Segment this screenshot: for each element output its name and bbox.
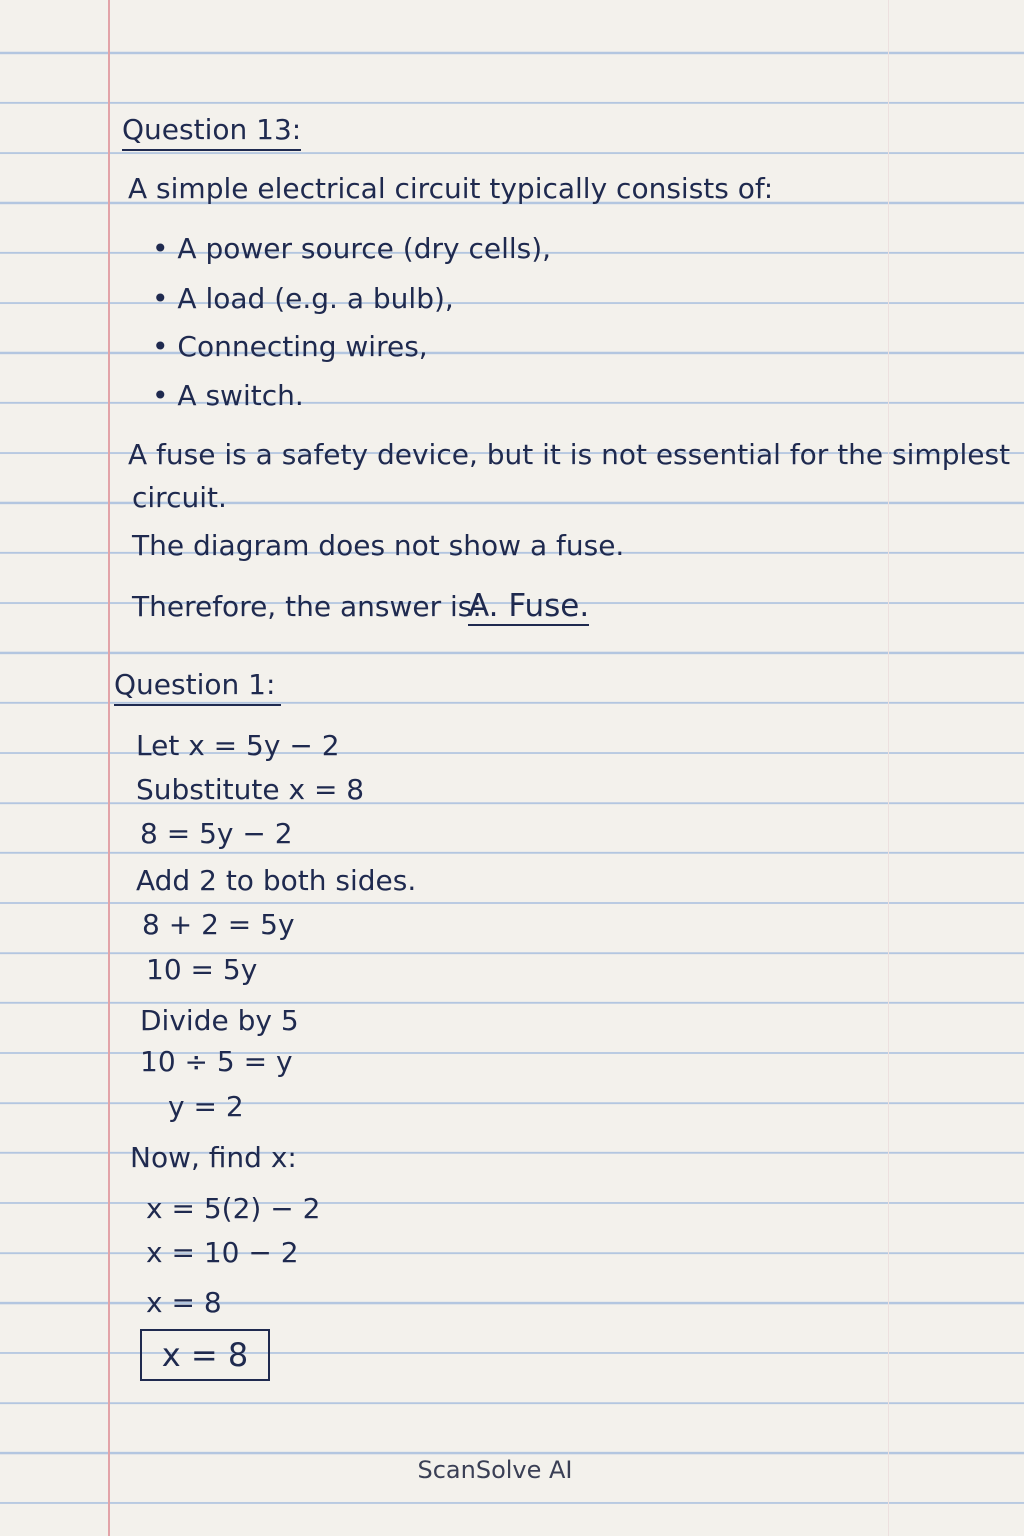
q13-answer: A. Fuse.: [468, 588, 590, 624]
q1-step-equation: 8 = 5y − 2: [140, 817, 293, 850]
question-1-heading: Question 1:: [114, 668, 281, 706]
right-margin-line: [888, 0, 889, 1536]
q1-step-ten-equals: 10 = 5y: [146, 953, 258, 986]
q13-intro: A simple electrical circuit typically consists of:: [128, 172, 774, 205]
q13-bullet-load: • A load (e.g. a bulb),: [152, 282, 454, 315]
q1-step-x-value: x = 8: [146, 1286, 222, 1319]
q13-diagram-statement: The diagram does not show a fuse.: [132, 529, 625, 562]
q13-bullet-wires: • Connecting wires,: [152, 330, 428, 363]
q1-step-substitute-y: x = 5(2) − 2: [146, 1192, 321, 1225]
q13-conclusion: Therefore, the answer is:: [132, 590, 482, 623]
q1-step-sum: 8 + 2 = 5y: [142, 908, 295, 941]
q1-final-answer-box: x = 8: [140, 1329, 270, 1381]
q13-bullet-switch: • A switch.: [152, 379, 304, 412]
q1-step-y-value: y = 2: [168, 1090, 244, 1123]
question-13-heading: Question 13:: [122, 113, 301, 151]
q1-step-simplify: x = 10 − 2: [146, 1236, 299, 1269]
q1-step-add-two: Add 2 to both sides.: [136, 864, 417, 897]
footer-brand: ScanSolve AI: [417, 1456, 573, 1484]
q13-fuse-statement-line1: A fuse is a safety device, but it is not essential for the simplest: [128, 438, 1011, 471]
q1-step-divide: Divide by 5: [140, 1004, 299, 1037]
q1-step-substitute: Substitute x = 8: [136, 773, 365, 806]
q1-step-division: 10 ÷ 5 = y: [140, 1045, 293, 1078]
q1-step-let: Let x = 5y − 2: [136, 729, 340, 762]
q13-bullet-power-source: • A power source (dry cells),: [152, 232, 552, 265]
red-margin-line: [108, 0, 110, 1536]
q1-step-find-x: Now, find x:: [130, 1141, 297, 1174]
q13-fuse-statement-line2: circuit.: [132, 481, 227, 514]
